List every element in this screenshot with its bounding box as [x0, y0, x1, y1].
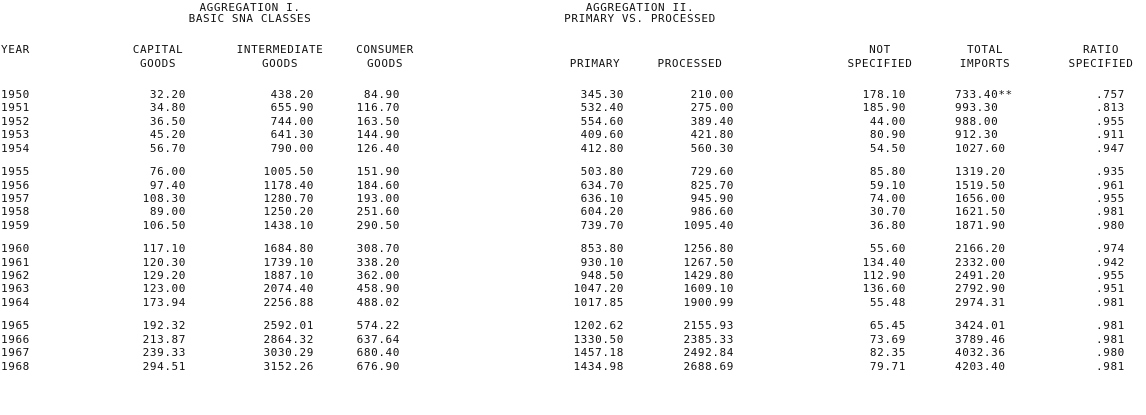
not-specified-cell: 55.60: [869, 242, 906, 256]
year-cell: 1963: [1, 282, 30, 296]
not-specified-cell: 73.69: [869, 332, 906, 346]
primary-cell: 853.80: [580, 242, 624, 256]
intermediate-cell: 2864.32: [263, 332, 314, 346]
capital-goods-cell: 97.40: [149, 178, 186, 192]
intermediate-cell: 655.90: [270, 101, 314, 115]
primary-cell: 948.50: [580, 269, 624, 282]
ratio-specified-cell: .981: [1096, 332, 1125, 346]
header-consumer-line2: GOODS: [366, 57, 404, 70]
total-imports-cell: 1621.50: [955, 205, 1006, 219]
consumer-goods-cell: 458.90: [356, 282, 400, 296]
year-cell: 1952: [1, 114, 30, 128]
total-imports-cell: 1656.00: [955, 191, 1006, 205]
capital-goods-cell: 106.50: [142, 218, 186, 232]
year-cell: 1951: [1, 101, 30, 115]
not-specified-cell: 55.48: [869, 295, 906, 309]
consumer-goods-cell: 193.00: [356, 191, 400, 205]
ratio-specified-cell: .981: [1096, 359, 1125, 373]
not-specified-cell: 82.35: [869, 346, 906, 360]
year-cell: 1959: [1, 218, 30, 232]
primary-cell: 634.70: [580, 178, 624, 192]
consumer-goods-cell: 676.90: [356, 359, 400, 373]
year-cell: 1953: [1, 128, 30, 142]
processed-cell: 2385.33: [683, 332, 734, 346]
capital-goods-cell: 108.30: [142, 191, 186, 205]
header-capital-line1: CAPITAL: [132, 43, 184, 56]
total-imports-cell: 2974.31: [955, 295, 1006, 309]
processed-cell: 986.60: [690, 205, 734, 219]
year-cell: 1957: [1, 191, 30, 205]
capital-goods-cell: 123.00: [142, 282, 186, 296]
consumer-goods-cell: 574.22: [356, 319, 400, 333]
processed-cell: 729.60: [690, 165, 734, 179]
ratio-specified-cell: .981: [1096, 205, 1125, 219]
processed-cell: 275.00: [690, 101, 734, 115]
ratio-specified-cell: .955: [1096, 114, 1125, 128]
processed-cell: 210.00: [690, 88, 734, 101]
ratio-specified-cell: .955: [1096, 269, 1125, 282]
not-specified-cell: 80.90: [869, 128, 906, 142]
intermediate-cell: 2074.40: [263, 282, 314, 296]
processed-cell: 825.70: [690, 178, 734, 192]
ratio-specified-cell: .955: [1096, 191, 1125, 205]
aggregation-1-subtitle: BASIC SNA CLASSES: [188, 12, 312, 25]
processed-cell: 1256.80: [683, 242, 734, 256]
total-imports-cell: 2792.90: [955, 282, 1006, 296]
primary-cell: 1047.20: [573, 282, 624, 296]
primary-cell: 554.60: [580, 114, 624, 128]
total-imports-cell: 988.00: [955, 114, 999, 128]
total-imports-cell: 1519.50: [955, 178, 1006, 192]
processed-cell: 1095.40: [683, 218, 734, 232]
ratio-specified-cell: .757: [1096, 88, 1125, 101]
consumer-goods-cell: 488.02: [356, 295, 400, 309]
total-imports-cell: 912.30: [955, 128, 999, 142]
primary-cell: 1457.18: [573, 346, 624, 360]
header-not-specified-line2: SPECIFIED: [847, 57, 913, 70]
primary-cell: 1330.50: [573, 332, 624, 346]
capital-goods-cell: 32.20: [149, 88, 186, 101]
header-capital-line2: GOODS: [139, 57, 177, 70]
intermediate-cell: 2592.01: [263, 319, 314, 333]
intermediate-cell: 2256.88: [263, 295, 314, 309]
capital-goods-cell: 89.00: [149, 205, 186, 219]
consumer-goods-cell: 163.50: [356, 114, 400, 128]
intermediate-cell: 1684.80: [263, 242, 314, 256]
ratio-specified-cell: .981: [1096, 319, 1125, 333]
primary-cell: 532.40: [580, 101, 624, 115]
consumer-goods-cell: 151.90: [356, 165, 400, 179]
ratio-specified-cell: .947: [1096, 141, 1125, 155]
header-ratio-specified-line2: SPECIFIED: [1068, 57, 1134, 70]
primary-cell: 412.80: [580, 141, 624, 155]
not-specified-cell: 185.90: [862, 101, 906, 115]
processed-cell: 1429.80: [683, 269, 734, 282]
total-imports-cell: 2332.00: [955, 255, 1006, 269]
year-cell: 1961: [1, 255, 30, 269]
header-total-imports-line1: TOTAL: [966, 43, 1004, 56]
aggregation-2-subtitle: PRIMARY VS. PROCESSED: [564, 12, 716, 25]
intermediate-cell: 790.00: [270, 141, 314, 155]
header-not-specified-line1: NOT: [869, 43, 891, 56]
header-consumer-line1: CONSUMER: [356, 43, 414, 56]
processed-cell: 1267.50: [683, 255, 734, 269]
consumer-goods-cell: 144.90: [356, 128, 400, 142]
not-specified-cell: 178.10: [862, 88, 906, 101]
not-specified-cell: 134.40: [862, 255, 906, 269]
total-imports-cell: 1319.20: [955, 165, 1006, 179]
intermediate-cell: 1250.20: [263, 205, 314, 219]
header-intermediate-line1: INTERMEDIATE: [236, 43, 324, 56]
processed-cell: 2155.93: [683, 319, 734, 333]
ratio-specified-cell: .974: [1096, 242, 1125, 256]
consumer-goods-cell: 680.40: [356, 346, 400, 360]
year-cell: 1958: [1, 205, 30, 219]
primary-cell: 636.10: [580, 191, 624, 205]
not-specified-cell: 30.70: [869, 205, 906, 219]
not-specified-cell: 74.00: [869, 191, 906, 205]
total-imports-cell: 2166.20: [955, 242, 1006, 256]
capital-goods-cell: 117.10: [142, 242, 186, 256]
not-specified-cell: 65.45: [869, 319, 906, 333]
header-year: YEAR: [1, 43, 30, 56]
capital-goods-cell: 45.20: [149, 128, 186, 142]
header-ratio-specified-line1: RATIO: [1082, 43, 1120, 56]
year-cell: 1954: [1, 141, 30, 155]
header-total-imports-line2: IMPORTS: [959, 57, 1011, 70]
consumer-goods-cell: 362.00: [356, 269, 400, 282]
capital-goods-cell: 173.94: [142, 295, 186, 309]
ratio-specified-cell: .961: [1096, 178, 1125, 192]
year-cell: 1950: [1, 88, 30, 101]
primary-cell: 930.10: [580, 255, 624, 269]
not-specified-cell: 59.10: [869, 178, 906, 192]
primary-cell: 503.80: [580, 165, 624, 179]
total-imports-cell: 1027.60: [955, 141, 1006, 155]
intermediate-cell: 1280.70: [263, 191, 314, 205]
primary-cell: 1434.98: [573, 359, 624, 373]
total-imports-cell: 4203.40: [955, 359, 1006, 373]
not-specified-cell: 79.71: [869, 359, 906, 373]
processed-cell: 1900.99: [683, 295, 734, 309]
not-specified-cell: 54.50: [869, 141, 906, 155]
total-imports-cell: 733.40**: [955, 88, 1013, 101]
consumer-goods-cell: 184.60: [356, 178, 400, 192]
intermediate-cell: 1438.10: [263, 218, 314, 232]
primary-cell: 1017.85: [573, 295, 624, 309]
year-cell: 1964: [1, 295, 30, 309]
intermediate-cell: 1005.50: [263, 165, 314, 179]
intermediate-cell: 3030.29: [263, 346, 314, 360]
consumer-goods-cell: 126.40: [356, 141, 400, 155]
intermediate-cell: 438.20: [270, 88, 314, 101]
primary-cell: 604.20: [580, 205, 624, 219]
year-cell: 1955: [1, 165, 30, 179]
primary-cell: 1202.62: [573, 319, 624, 333]
capital-goods-cell: 34.80: [149, 101, 186, 115]
consumer-goods-cell: 251.60: [356, 205, 400, 219]
consumer-goods-cell: 290.50: [356, 218, 400, 232]
ratio-specified-cell: .935: [1096, 165, 1125, 179]
ratio-specified-cell: .951: [1096, 282, 1125, 296]
not-specified-cell: 85.80: [869, 165, 906, 179]
processed-cell: 2688.69: [683, 359, 734, 373]
ratio-specified-cell: .813: [1096, 101, 1125, 115]
aggregation-2-title: AGGREGATION II.: [585, 1, 695, 14]
year-cell: 1966: [1, 332, 30, 346]
ratio-specified-cell: .911: [1096, 128, 1125, 142]
intermediate-cell: 744.00: [270, 114, 314, 128]
year-cell: 1967: [1, 346, 30, 360]
capital-goods-cell: 56.70: [149, 141, 186, 155]
capital-goods-cell: 120.30: [142, 255, 186, 269]
year-cell: 1965: [1, 319, 30, 333]
consumer-goods-cell: 116.70: [356, 101, 400, 115]
processed-cell: 1609.10: [683, 282, 734, 296]
intermediate-cell: 1887.10: [263, 269, 314, 282]
header-intermediate-line2: GOODS: [261, 57, 299, 70]
intermediate-cell: 1178.40: [263, 178, 314, 192]
not-specified-cell: 136.60: [862, 282, 906, 296]
not-specified-cell: 44.00: [869, 114, 906, 128]
primary-cell: 739.70: [580, 218, 624, 232]
year-cell: 1968: [1, 359, 30, 373]
capital-goods-cell: 239.33: [142, 346, 186, 360]
ratio-specified-cell: .942: [1096, 255, 1125, 269]
intermediate-cell: 641.30: [270, 128, 314, 142]
header-primary: PRIMARY: [569, 57, 621, 70]
not-specified-cell: 112.90: [862, 269, 906, 282]
processed-cell: 560.30: [690, 141, 734, 155]
processed-cell: 2492.84: [683, 346, 734, 360]
capital-goods-cell: 213.87: [142, 332, 186, 346]
year-cell: 1956: [1, 178, 30, 192]
year-cell: 1962: [1, 269, 30, 282]
ratio-specified-cell: .980: [1096, 346, 1125, 360]
total-imports-cell: 1871.90: [955, 218, 1006, 232]
capital-goods-cell: 294.51: [142, 359, 186, 373]
consumer-goods-cell: 308.70: [356, 242, 400, 256]
intermediate-cell: 3152.26: [263, 359, 314, 373]
processed-cell: 389.40: [690, 114, 734, 128]
primary-cell: 409.60: [580, 128, 624, 142]
capital-goods-cell: 76.00: [149, 165, 186, 179]
processed-cell: 421.80: [690, 128, 734, 142]
consumer-goods-cell: 637.64: [356, 332, 400, 346]
year-cell: 1960: [1, 242, 30, 256]
total-imports-cell: 4032.36: [955, 346, 1006, 360]
not-specified-cell: 36.80: [869, 218, 906, 232]
header-processed: PROCESSED: [657, 57, 723, 70]
primary-cell: 345.30: [580, 88, 624, 101]
total-imports-cell: 3424.01: [955, 319, 1006, 333]
ratio-specified-cell: .980: [1096, 218, 1125, 232]
consumer-goods-cell: 338.20: [356, 255, 400, 269]
capital-goods-cell: 36.50: [149, 114, 186, 128]
capital-goods-cell: 192.32: [142, 319, 186, 333]
intermediate-cell: 1739.10: [263, 255, 314, 269]
total-imports-cell: 3789.46: [955, 332, 1006, 346]
ratio-specified-cell: .981: [1096, 295, 1125, 309]
capital-goods-cell: 129.20: [142, 269, 186, 282]
processed-cell: 945.90: [690, 191, 734, 205]
aggregation-1-title: AGGREGATION I.: [199, 1, 301, 14]
total-imports-cell: 993.30: [955, 101, 999, 115]
consumer-goods-cell: 84.90: [363, 88, 400, 101]
total-imports-cell: 2491.20: [955, 269, 1006, 282]
